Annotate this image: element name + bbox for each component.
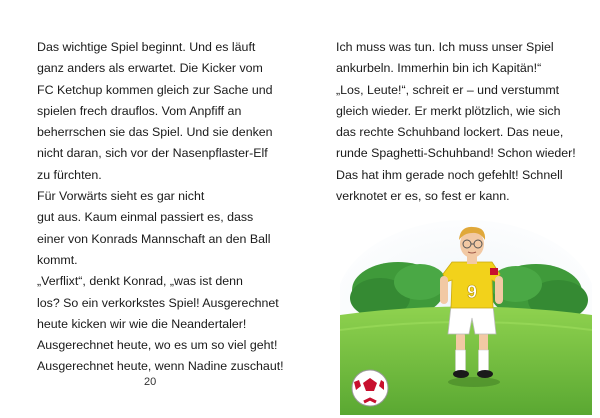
text-line: beherrschen sie das Spiel. Und sie denken xyxy=(37,125,273,140)
right-page-text xyxy=(336,37,576,207)
text-line: „Los, Leute!“, schreit er – und verstummt xyxy=(336,82,560,97)
page-number: 20 xyxy=(144,376,157,388)
text-line: Das hat ihm gerade noch gefehlt! Schnell xyxy=(336,167,563,182)
text-line: kommt. xyxy=(37,252,78,267)
soccer-player-illustration xyxy=(340,210,592,415)
text-line: Ich muss was tun. Ich muss unser Spiel xyxy=(336,40,554,54)
text-line: einer von Konrads Mannschaft an den Ball xyxy=(37,231,271,246)
text-line: gleich wieder. Er merkt plötzlich, wie sich xyxy=(336,103,561,118)
text-line: Ausgerechnet heute, wenn Nadine zuschaut! xyxy=(37,359,284,374)
text-line: nicht daran, sich vor der Nasenpflaster-Elf xyxy=(37,146,268,161)
left-page-text xyxy=(37,37,289,378)
text-line: „Verflixt“, denkt Konrad, „was ist denn xyxy=(37,274,243,289)
text-line: runde Spaghetti-Schuhband! Schon wieder! xyxy=(336,146,576,161)
text-line: ankurbeln. Immerhin bin ich Kapitän!“ xyxy=(336,61,542,76)
text-line: FC Ketchup kommen gleich zur Sache und xyxy=(37,82,273,97)
text-line: spielen frech drauflos. Vom Anpfiff an xyxy=(37,103,242,118)
jersey-number: 9 xyxy=(466,282,478,302)
text-line: Das wichtige Spiel beginnt. Und es läuft xyxy=(37,40,256,54)
text-line: Ausgerechnet heute, wo es um so viel geht! xyxy=(37,338,278,353)
soccer-ball-icon xyxy=(352,370,388,406)
text-line: los? So ein verkorkstes Spiel! Ausgerechnet xyxy=(37,295,279,310)
text-line: ganz anders als erwartet. Die Kicker vom xyxy=(37,61,263,76)
text-line: gut aus. Kaum einmal passiert es, dass xyxy=(37,210,254,225)
text-line: verknotet er es, so fest er kann. xyxy=(336,189,510,204)
right-page xyxy=(300,0,600,418)
text-line: heute kicken wir wie die Neandertaler! xyxy=(37,316,247,331)
text-line: das rechte Schuhband lockert. Das neue, xyxy=(336,125,564,140)
text-line: Für Vorwärts sieht es gar nicht xyxy=(37,189,205,204)
text-line: zu fürchten. xyxy=(37,167,102,182)
